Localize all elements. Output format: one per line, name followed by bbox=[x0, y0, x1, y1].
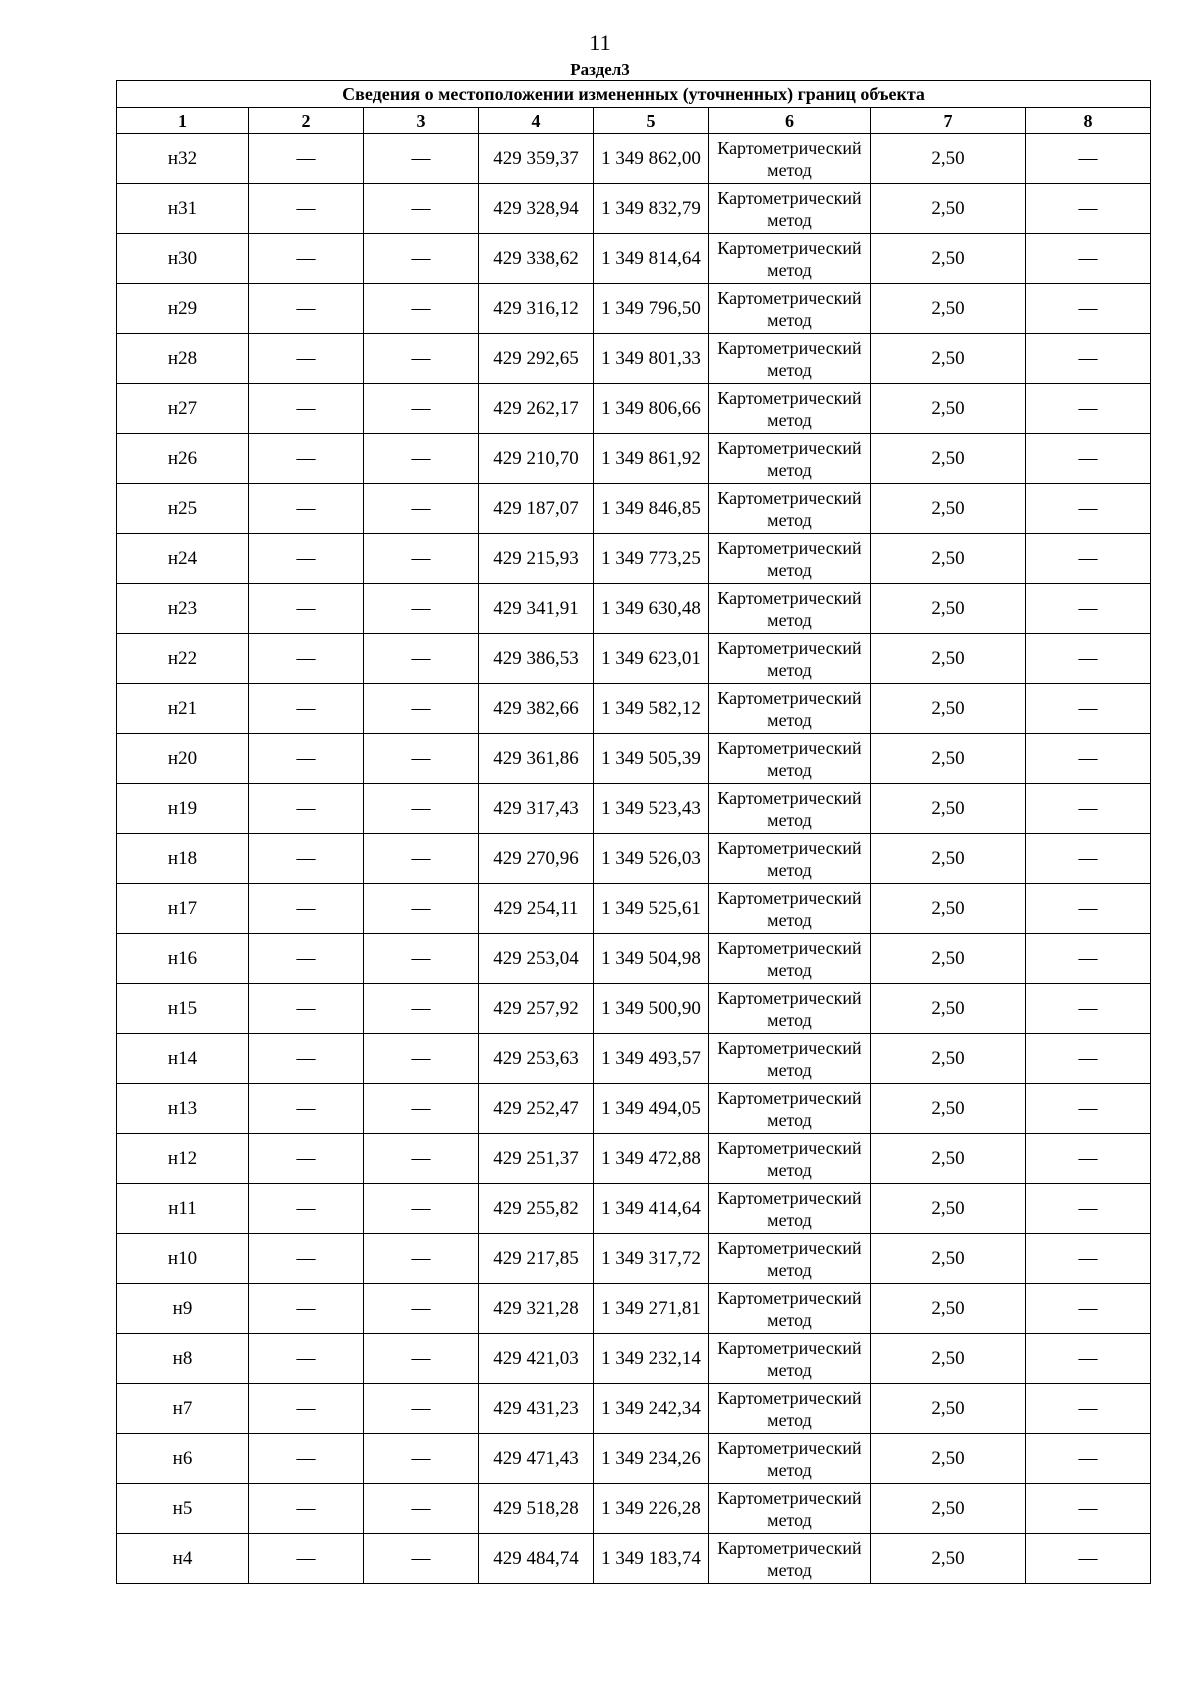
column-3-cell: — bbox=[364, 1084, 479, 1134]
column-3-cell: — bbox=[364, 1284, 479, 1334]
column-3-cell: — bbox=[364, 384, 479, 434]
accuracy-cell: 2,50 bbox=[871, 1284, 1026, 1334]
column-3-cell: — bbox=[364, 634, 479, 684]
method-cell: Картометрический метод bbox=[709, 434, 871, 484]
y-coordinate-cell: 1 349 814,64 bbox=[594, 234, 709, 284]
table-row bbox=[117, 384, 1151, 434]
method-cell: Картометрический метод bbox=[709, 684, 871, 734]
column-2-cell: — bbox=[249, 1484, 364, 1534]
table-row bbox=[117, 1084, 1151, 1134]
column-3-cell: — bbox=[364, 184, 479, 234]
column-8-cell: — bbox=[1026, 1484, 1151, 1534]
point-name-cell: н4 bbox=[117, 1534, 249, 1584]
x-coordinate-cell: 429 518,28 bbox=[479, 1484, 594, 1534]
x-coordinate-cell: 429 316,12 bbox=[479, 284, 594, 334]
column-3-cell: — bbox=[364, 584, 479, 634]
x-coordinate-cell: 429 187,07 bbox=[479, 484, 594, 534]
point-name-cell: н26 bbox=[117, 434, 249, 484]
column-8-cell: — bbox=[1026, 1084, 1151, 1134]
column-2-cell: — bbox=[249, 784, 364, 834]
table-row bbox=[117, 1284, 1151, 1334]
accuracy-cell: 2,50 bbox=[871, 434, 1026, 484]
x-coordinate-cell: 429 217,85 bbox=[479, 1234, 594, 1284]
column-2-cell: — bbox=[249, 1534, 364, 1584]
column-2-cell: — bbox=[249, 1334, 364, 1384]
column-8-cell: — bbox=[1026, 1234, 1151, 1284]
accuracy-cell: 2,50 bbox=[871, 734, 1026, 784]
column-8-cell: — bbox=[1026, 284, 1151, 334]
column-number: 5 bbox=[594, 108, 709, 134]
column-8-cell: — bbox=[1026, 1134, 1151, 1184]
table-row bbox=[117, 334, 1151, 384]
x-coordinate-cell: 429 361,86 bbox=[479, 734, 594, 784]
y-coordinate-cell: 1 349 271,81 bbox=[594, 1284, 709, 1334]
column-2-cell: — bbox=[249, 684, 364, 734]
x-coordinate-cell: 429 215,93 bbox=[479, 534, 594, 584]
column-8-cell: — bbox=[1026, 184, 1151, 234]
x-coordinate-cell: 429 292,65 bbox=[479, 334, 594, 384]
accuracy-cell: 2,50 bbox=[871, 634, 1026, 684]
x-coordinate-cell: 429 321,28 bbox=[479, 1284, 594, 1334]
column-number: 3 bbox=[364, 108, 479, 134]
method-cell: Картометрический метод bbox=[709, 1434, 871, 1484]
method-cell: Картометрический метод bbox=[709, 234, 871, 284]
column-number: 7 bbox=[871, 108, 1026, 134]
y-coordinate-cell: 1 349 505,39 bbox=[594, 734, 709, 784]
accuracy-cell: 2,50 bbox=[871, 1234, 1026, 1284]
accuracy-cell: 2,50 bbox=[871, 184, 1026, 234]
table-row bbox=[117, 1034, 1151, 1084]
y-coordinate-cell: 1 349 630,48 bbox=[594, 584, 709, 634]
column-8-cell: — bbox=[1026, 484, 1151, 534]
column-3-cell: — bbox=[364, 334, 479, 384]
column-2-cell: — bbox=[249, 184, 364, 234]
point-name-cell: н9 bbox=[117, 1284, 249, 1334]
table-caption: Сведения о местоположении измененных (уточненных) границ объекта bbox=[117, 81, 1151, 108]
method-cell: Картометрический метод bbox=[709, 1534, 871, 1584]
accuracy-cell: 2,50 bbox=[871, 1534, 1026, 1584]
table-row bbox=[117, 584, 1151, 634]
column-2-cell: — bbox=[249, 484, 364, 534]
column-3-cell: — bbox=[364, 784, 479, 834]
table-row bbox=[117, 484, 1151, 534]
table-row bbox=[117, 1184, 1151, 1234]
accuracy-cell: 2,50 bbox=[871, 1384, 1026, 1434]
column-2-cell: — bbox=[249, 234, 364, 284]
column-8-cell: — bbox=[1026, 384, 1151, 434]
column-8-cell: — bbox=[1026, 1534, 1151, 1584]
y-coordinate-cell: 1 349 317,72 bbox=[594, 1234, 709, 1284]
table-row bbox=[117, 784, 1151, 834]
accuracy-cell: 2,50 bbox=[871, 1084, 1026, 1134]
y-coordinate-cell: 1 349 500,90 bbox=[594, 984, 709, 1034]
point-name-cell: н29 bbox=[117, 284, 249, 334]
y-coordinate-cell: 1 349 862,00 bbox=[594, 134, 709, 184]
table-row bbox=[117, 534, 1151, 584]
column-8-cell: — bbox=[1026, 934, 1151, 984]
column-3-cell: — bbox=[364, 234, 479, 284]
x-coordinate-cell: 429 386,53 bbox=[479, 634, 594, 684]
y-coordinate-cell: 1 349 582,12 bbox=[594, 684, 709, 734]
column-8-cell: — bbox=[1026, 884, 1151, 934]
column-number: 1 bbox=[117, 108, 249, 134]
column-3-cell: — bbox=[364, 834, 479, 884]
column-8-cell: — bbox=[1026, 734, 1151, 784]
x-coordinate-cell: 429 257,92 bbox=[479, 984, 594, 1034]
table-row bbox=[117, 984, 1151, 1034]
table-row bbox=[117, 834, 1151, 884]
table-caption-row bbox=[117, 81, 1151, 108]
column-8-cell: — bbox=[1026, 434, 1151, 484]
y-coordinate-cell: 1 349 493,57 bbox=[594, 1034, 709, 1084]
point-name-cell: н15 bbox=[117, 984, 249, 1034]
method-cell: Картометрический метод bbox=[709, 134, 871, 184]
x-coordinate-cell: 429 431,23 bbox=[479, 1384, 594, 1434]
accuracy-cell: 2,50 bbox=[871, 534, 1026, 584]
method-cell: Картометрический метод bbox=[709, 534, 871, 584]
y-coordinate-cell: 1 349 796,50 bbox=[594, 284, 709, 334]
y-coordinate-cell: 1 349 226,28 bbox=[594, 1484, 709, 1534]
column-3-cell: — bbox=[364, 534, 479, 584]
column-8-cell: — bbox=[1026, 134, 1151, 184]
column-number: 8 bbox=[1026, 108, 1151, 134]
table-row bbox=[117, 934, 1151, 984]
column-2-cell: — bbox=[249, 1184, 364, 1234]
column-2-cell: — bbox=[249, 584, 364, 634]
column-8-cell: — bbox=[1026, 1384, 1151, 1434]
column-3-cell: — bbox=[364, 1384, 479, 1434]
column-3-cell: — bbox=[364, 484, 479, 534]
point-name-cell: н20 bbox=[117, 734, 249, 784]
method-cell: Картометрический метод bbox=[709, 1034, 871, 1084]
accuracy-cell: 2,50 bbox=[871, 1434, 1026, 1484]
y-coordinate-cell: 1 349 623,01 bbox=[594, 634, 709, 684]
column-2-cell: — bbox=[249, 934, 364, 984]
page-number: 11 bbox=[589, 30, 611, 55]
column-2-cell: — bbox=[249, 1234, 364, 1284]
section-title: Раздел3 bbox=[570, 60, 630, 79]
y-coordinate-cell: 1 349 846,85 bbox=[594, 484, 709, 534]
column-3-cell: — bbox=[364, 734, 479, 784]
table-row bbox=[117, 734, 1151, 784]
column-2-cell: — bbox=[249, 1434, 364, 1484]
accuracy-cell: 2,50 bbox=[871, 934, 1026, 984]
method-cell: Картометрический метод bbox=[709, 1334, 871, 1384]
point-name-cell: н22 bbox=[117, 634, 249, 684]
table-row bbox=[117, 1384, 1151, 1434]
column-2-cell: — bbox=[249, 384, 364, 434]
y-coordinate-cell: 1 349 234,26 bbox=[594, 1434, 709, 1484]
column-3-cell: — bbox=[364, 684, 479, 734]
method-cell: Картометрический метод bbox=[709, 1234, 871, 1284]
accuracy-cell: 2,50 bbox=[871, 1034, 1026, 1084]
x-coordinate-cell: 429 251,37 bbox=[479, 1134, 594, 1184]
y-coordinate-cell: 1 349 773,25 bbox=[594, 534, 709, 584]
x-coordinate-cell: 429 270,96 bbox=[479, 834, 594, 884]
x-coordinate-cell: 429 253,63 bbox=[479, 1034, 594, 1084]
method-cell: Картометрический метод bbox=[709, 784, 871, 834]
column-8-cell: — bbox=[1026, 1434, 1151, 1484]
column-3-cell: — bbox=[364, 1534, 479, 1584]
column-2-cell: — bbox=[249, 334, 364, 384]
accuracy-cell: 2,50 bbox=[871, 284, 1026, 334]
column-3-cell: — bbox=[364, 434, 479, 484]
method-cell: Картометрический метод bbox=[709, 984, 871, 1034]
accuracy-cell: 2,50 bbox=[871, 384, 1026, 434]
column-8-cell: — bbox=[1026, 1034, 1151, 1084]
x-coordinate-cell: 429 382,66 bbox=[479, 684, 594, 734]
column-3-cell: — bbox=[364, 1434, 479, 1484]
accuracy-cell: 2,50 bbox=[871, 134, 1026, 184]
accuracy-cell: 2,50 bbox=[871, 234, 1026, 284]
point-name-cell: н13 bbox=[117, 1084, 249, 1134]
table-row bbox=[117, 1234, 1151, 1284]
x-coordinate-cell: 429 317,43 bbox=[479, 784, 594, 834]
accuracy-cell: 2,50 bbox=[871, 484, 1026, 534]
column-number: 4 bbox=[479, 108, 594, 134]
column-2-cell: — bbox=[249, 1034, 364, 1084]
column-8-cell: — bbox=[1026, 334, 1151, 384]
table-row bbox=[117, 284, 1151, 334]
y-coordinate-cell: 1 349 801,33 bbox=[594, 334, 709, 384]
table-row bbox=[117, 884, 1151, 934]
table-row bbox=[117, 1434, 1151, 1484]
point-name-cell: н30 bbox=[117, 234, 249, 284]
point-name-cell: н16 bbox=[117, 934, 249, 984]
point-name-cell: н21 bbox=[117, 684, 249, 734]
column-3-cell: — bbox=[364, 1334, 479, 1384]
point-name-cell: н14 bbox=[117, 1034, 249, 1084]
column-8-cell: — bbox=[1026, 234, 1151, 284]
method-cell: Картометрический метод bbox=[709, 634, 871, 684]
column-3-cell: — bbox=[364, 884, 479, 934]
column-2-cell: — bbox=[249, 834, 364, 884]
column-8-cell: — bbox=[1026, 984, 1151, 1034]
method-cell: Картометрический метод bbox=[709, 184, 871, 234]
x-coordinate-cell: 429 254,11 bbox=[479, 884, 594, 934]
y-coordinate-cell: 1 349 414,64 bbox=[594, 1184, 709, 1234]
method-cell: Картометрический метод bbox=[709, 384, 871, 434]
accuracy-cell: 2,50 bbox=[871, 584, 1026, 634]
column-2-cell: — bbox=[249, 434, 364, 484]
accuracy-cell: 2,50 bbox=[871, 1184, 1026, 1234]
table-row bbox=[117, 1134, 1151, 1184]
point-name-cell: н25 bbox=[117, 484, 249, 534]
table-row bbox=[117, 234, 1151, 284]
accuracy-cell: 2,50 bbox=[871, 334, 1026, 384]
column-8-cell: — bbox=[1026, 1284, 1151, 1334]
column-3-cell: — bbox=[364, 934, 479, 984]
x-coordinate-cell: 429 338,62 bbox=[479, 234, 594, 284]
table-row bbox=[117, 184, 1151, 234]
column-8-cell: — bbox=[1026, 784, 1151, 834]
column-3-cell: — bbox=[364, 984, 479, 1034]
table-row bbox=[117, 634, 1151, 684]
column-8-cell: — bbox=[1026, 834, 1151, 884]
point-name-cell: н5 bbox=[117, 1484, 249, 1534]
x-coordinate-cell: 429 328,94 bbox=[479, 184, 594, 234]
point-name-cell: н17 bbox=[117, 884, 249, 934]
accuracy-cell: 2,50 bbox=[871, 1134, 1026, 1184]
point-name-cell: н32 bbox=[117, 134, 249, 184]
x-coordinate-cell: 429 253,04 bbox=[479, 934, 594, 984]
point-name-cell: н23 bbox=[117, 584, 249, 634]
method-cell: Картометрический метод bbox=[709, 1384, 871, 1434]
column-8-cell: — bbox=[1026, 634, 1151, 684]
point-name-cell: н27 bbox=[117, 384, 249, 434]
point-name-cell: н7 bbox=[117, 1384, 249, 1434]
point-name-cell: н19 bbox=[117, 784, 249, 834]
column-8-cell: — bbox=[1026, 1184, 1151, 1234]
column-number: 2 bbox=[249, 108, 364, 134]
accuracy-cell: 2,50 bbox=[871, 1334, 1026, 1384]
accuracy-cell: 2,50 bbox=[871, 884, 1026, 934]
column-3-cell: — bbox=[364, 1134, 479, 1184]
table-row bbox=[117, 134, 1151, 184]
column-3-cell: — bbox=[364, 1234, 479, 1284]
x-coordinate-cell: 429 255,82 bbox=[479, 1184, 594, 1234]
column-3-cell: — bbox=[364, 284, 479, 334]
column-3-cell: — bbox=[364, 1034, 479, 1084]
point-name-cell: н31 bbox=[117, 184, 249, 234]
column-3-cell: — bbox=[364, 134, 479, 184]
column-8-cell: — bbox=[1026, 1334, 1151, 1384]
method-cell: Картометрический метод bbox=[709, 1284, 871, 1334]
point-name-cell: н24 bbox=[117, 534, 249, 584]
method-cell: Картометрический метод bbox=[709, 334, 871, 384]
column-2-cell: — bbox=[249, 284, 364, 334]
method-cell: Картометрический метод bbox=[709, 884, 871, 934]
method-cell: Картометрический метод bbox=[709, 1134, 871, 1184]
method-cell: Картометрический метод bbox=[709, 1484, 871, 1534]
x-coordinate-cell: 429 210,70 bbox=[479, 434, 594, 484]
method-cell: Картометрический метод bbox=[709, 734, 871, 784]
y-coordinate-cell: 1 349 861,92 bbox=[594, 434, 709, 484]
accuracy-cell: 2,50 bbox=[871, 984, 1026, 1034]
boundary-coordinates-table bbox=[116, 80, 1151, 1584]
y-coordinate-cell: 1 349 472,88 bbox=[594, 1134, 709, 1184]
column-number: 6 bbox=[709, 108, 871, 134]
column-2-cell: — bbox=[249, 534, 364, 584]
point-name-cell: н8 bbox=[117, 1334, 249, 1384]
column-number-row bbox=[117, 108, 1151, 134]
table-row bbox=[117, 434, 1151, 484]
y-coordinate-cell: 1 349 832,79 bbox=[594, 184, 709, 234]
method-cell: Картометрический метод bbox=[709, 484, 871, 534]
point-name-cell: н28 bbox=[117, 334, 249, 384]
column-8-cell: — bbox=[1026, 584, 1151, 634]
column-2-cell: — bbox=[249, 1284, 364, 1334]
method-cell: Картометрический метод bbox=[709, 834, 871, 884]
point-name-cell: н11 bbox=[117, 1184, 249, 1234]
column-3-cell: — bbox=[364, 1184, 479, 1234]
x-coordinate-cell: 429 421,03 bbox=[479, 1334, 594, 1384]
accuracy-cell: 2,50 bbox=[871, 684, 1026, 734]
point-name-cell: н18 bbox=[117, 834, 249, 884]
column-2-cell: — bbox=[249, 134, 364, 184]
table-row bbox=[117, 1484, 1151, 1534]
column-2-cell: — bbox=[249, 1084, 364, 1134]
y-coordinate-cell: 1 349 526,03 bbox=[594, 834, 709, 884]
table-body bbox=[117, 81, 1151, 1584]
x-coordinate-cell: 429 252,47 bbox=[479, 1084, 594, 1134]
x-coordinate-cell: 429 484,74 bbox=[479, 1534, 594, 1584]
y-coordinate-cell: 1 349 806,66 bbox=[594, 384, 709, 434]
column-2-cell: — bbox=[249, 884, 364, 934]
y-coordinate-cell: 1 349 504,98 bbox=[594, 934, 709, 984]
y-coordinate-cell: 1 349 232,14 bbox=[594, 1334, 709, 1384]
y-coordinate-cell: 1 349 525,61 bbox=[594, 884, 709, 934]
column-2-cell: — bbox=[249, 984, 364, 1034]
y-coordinate-cell: 1 349 523,43 bbox=[594, 784, 709, 834]
point-name-cell: н10 bbox=[117, 1234, 249, 1284]
y-coordinate-cell: 1 349 242,34 bbox=[594, 1384, 709, 1434]
method-cell: Картометрический метод bbox=[709, 1184, 871, 1234]
method-cell: Картометрический метод bbox=[709, 1084, 871, 1134]
y-coordinate-cell: 1 349 494,05 bbox=[594, 1084, 709, 1134]
method-cell: Картометрический метод bbox=[709, 584, 871, 634]
method-cell: Картометрический метод bbox=[709, 934, 871, 984]
column-2-cell: — bbox=[249, 734, 364, 784]
table-row bbox=[117, 1334, 1151, 1384]
accuracy-cell: 2,50 bbox=[871, 834, 1026, 884]
column-8-cell: — bbox=[1026, 534, 1151, 584]
column-2-cell: — bbox=[249, 1384, 364, 1434]
column-2-cell: — bbox=[249, 634, 364, 684]
point-name-cell: н6 bbox=[117, 1434, 249, 1484]
accuracy-cell: 2,50 bbox=[871, 1484, 1026, 1534]
point-name-cell: н12 bbox=[117, 1134, 249, 1184]
y-coordinate-cell: 1 349 183,74 bbox=[594, 1534, 709, 1584]
x-coordinate-cell: 429 359,37 bbox=[479, 134, 594, 184]
table-row bbox=[117, 1534, 1151, 1584]
column-3-cell: — bbox=[364, 1484, 479, 1534]
accuracy-cell: 2,50 bbox=[871, 784, 1026, 834]
column-2-cell: — bbox=[249, 1134, 364, 1184]
x-coordinate-cell: 429 471,43 bbox=[479, 1434, 594, 1484]
x-coordinate-cell: 429 262,17 bbox=[479, 384, 594, 434]
x-coordinate-cell: 429 341,91 bbox=[479, 584, 594, 634]
column-8-cell: — bbox=[1026, 684, 1151, 734]
table-row bbox=[117, 684, 1151, 734]
method-cell: Картометрический метод bbox=[709, 284, 871, 334]
